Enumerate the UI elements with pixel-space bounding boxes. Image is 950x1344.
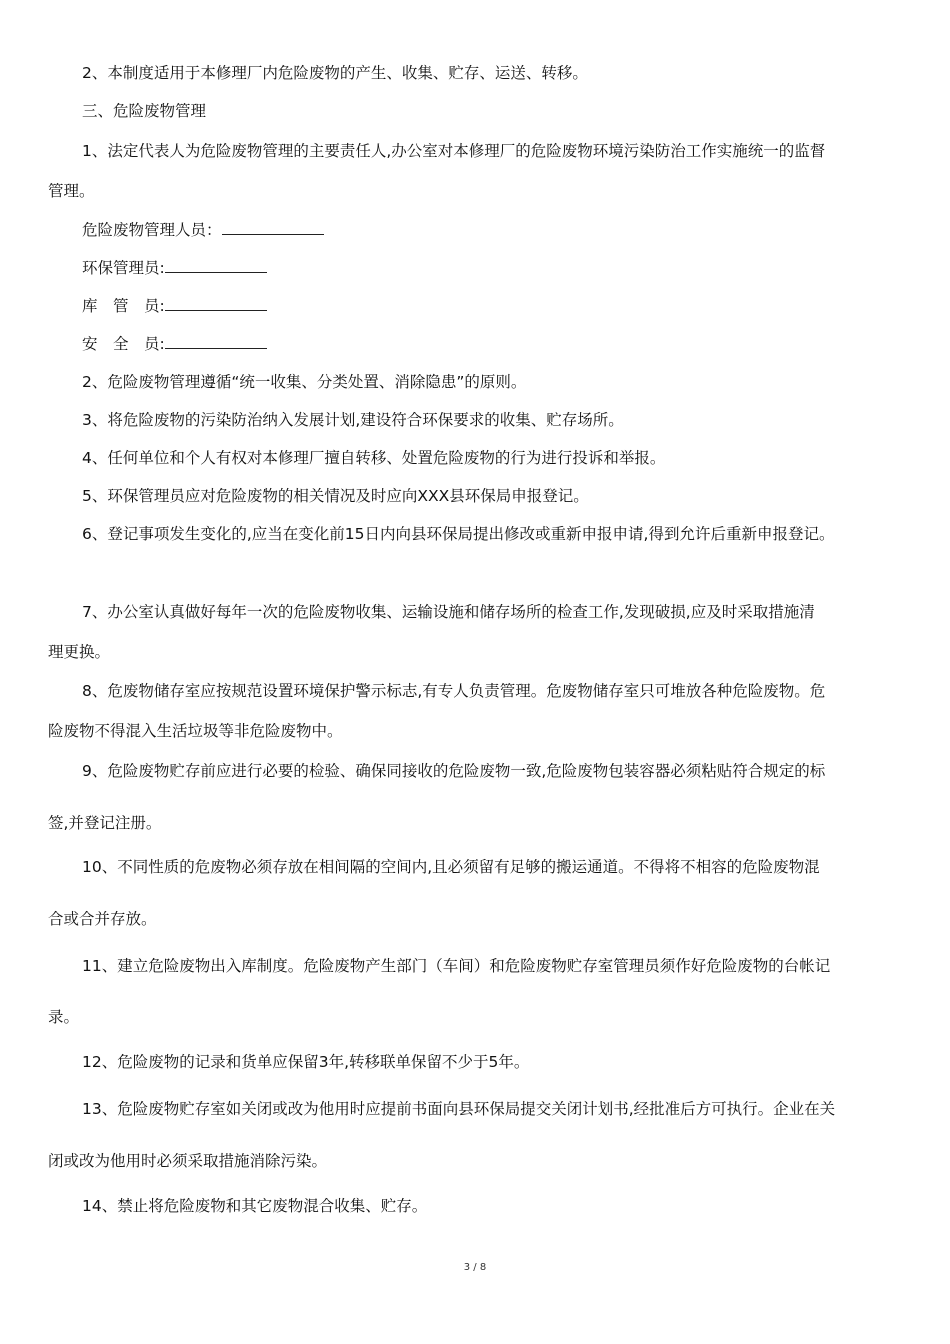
paragraph-8-line1: 8、危废物储存室应按规范设置环境保护警示标志,有专人负责管理。危废物储存室只可堆放各种危险废物。危 xyxy=(82,682,826,700)
paragraph-7-line1: 7、办公室认真做好每年一次的危险废物收集、运输设施和储存场所的检查工作,发现破损,应及时采取措施清 xyxy=(82,603,815,621)
paragraph-14: 14、禁止将危险废物和其它废物混合收集、贮存。 xyxy=(82,1197,428,1215)
paragraph-9-line1: 9、危险废物贮存前应进行必要的检验、确保同接收的危险废物一致,危险废物包装容器必须粘贴符合规定的标 xyxy=(82,762,826,780)
paragraph-8-line2: 险废物不得混入生活垃圾等非危险废物中。 xyxy=(48,722,343,740)
safety-officer-label: 安 全 员: xyxy=(82,335,165,353)
paragraph-13-line1: 13、危险废物贮存室如关闭或改为他用时应提前书面向县环保局提交关闭计划书,经批准后方可执行。企业在关 xyxy=(82,1100,836,1118)
paragraph-11-line1: 11、建立危险废物出入库制度。危险废物产生部门（车间）和危险废物贮存室管理员须作好危险废物的台帐记 xyxy=(82,957,831,975)
paragraph-1-line1: 1、法定代表人为危险废物管理的主要责任人,办公室对本修理厂的危险废物环境污染防治工作实施统一的监督 xyxy=(82,142,826,160)
paragraph-7-line2: 理更换。 xyxy=(48,643,111,661)
warehouse-keeper-blank[interactable] xyxy=(165,296,267,311)
warehouse-keeper-label: 库 管 员: xyxy=(82,297,165,315)
safety-officer-row xyxy=(82,334,267,354)
paragraph-4: 4、任何单位和个人有权对本修理厂擅自转移、处置危险废物的行为进行投诉和举报。 xyxy=(82,449,666,467)
paragraph-9-line2: 签,并登记注册。 xyxy=(48,814,162,832)
paragraph-scope: 2、本制度适用于本修理厂内危险废物的产生、收集、贮存、运送、转移。 xyxy=(82,64,588,82)
env-manager-blank[interactable] xyxy=(165,258,267,273)
paragraph-13-line2: 闭或改为他用时必须采取措施消除污染。 xyxy=(48,1152,328,1170)
hazmat-manager-label: 危险废物管理人员： xyxy=(82,221,222,239)
hazmat-manager-row xyxy=(82,220,324,240)
section-heading-3: 三、危险废物管理 xyxy=(82,102,207,120)
paragraph-5: 5、环保管理员应对危险废物的相关情况及时应向XXX县环保局申报登记。 xyxy=(82,487,589,505)
paragraph-6: 6、登记事项发生变化的,应当在变化前15日内向县环保局提出修改或重新申报申请,得到允许后重新申报登记。 xyxy=(82,525,835,543)
paragraph-12: 12、危险废物的记录和货单应保留3年,转移联单保留不少于5年。 xyxy=(82,1053,530,1071)
warehouse-keeper-row xyxy=(82,296,267,316)
paragraph-1-line2: 管理。 xyxy=(48,182,95,200)
safety-officer-blank[interactable] xyxy=(165,334,267,349)
page-number: 3 / 8 xyxy=(463,1262,487,1273)
paragraph-10-line1: 10、不同性质的危废物必须存放在相间隔的空间内,且必须留有足够的搬运通道。不得将不相容的危险废物混 xyxy=(82,858,820,876)
hazmat-manager-blank[interactable] xyxy=(222,220,324,235)
paragraph-11-line2: 录。 xyxy=(48,1008,80,1026)
paragraph-10-line2: 合或合并存放。 xyxy=(48,910,157,928)
paragraph-2: 2、危险废物管理遵循“统一收集、分类处置、消除隐患”的原则。 xyxy=(82,373,527,391)
env-manager-label: 环保管理员: xyxy=(82,259,165,277)
paragraph-3: 3、将危险废物的污染防治纳入发展计划,建设符合环保要求的收集、贮存场所。 xyxy=(82,411,624,429)
env-manager-row xyxy=(82,258,267,278)
